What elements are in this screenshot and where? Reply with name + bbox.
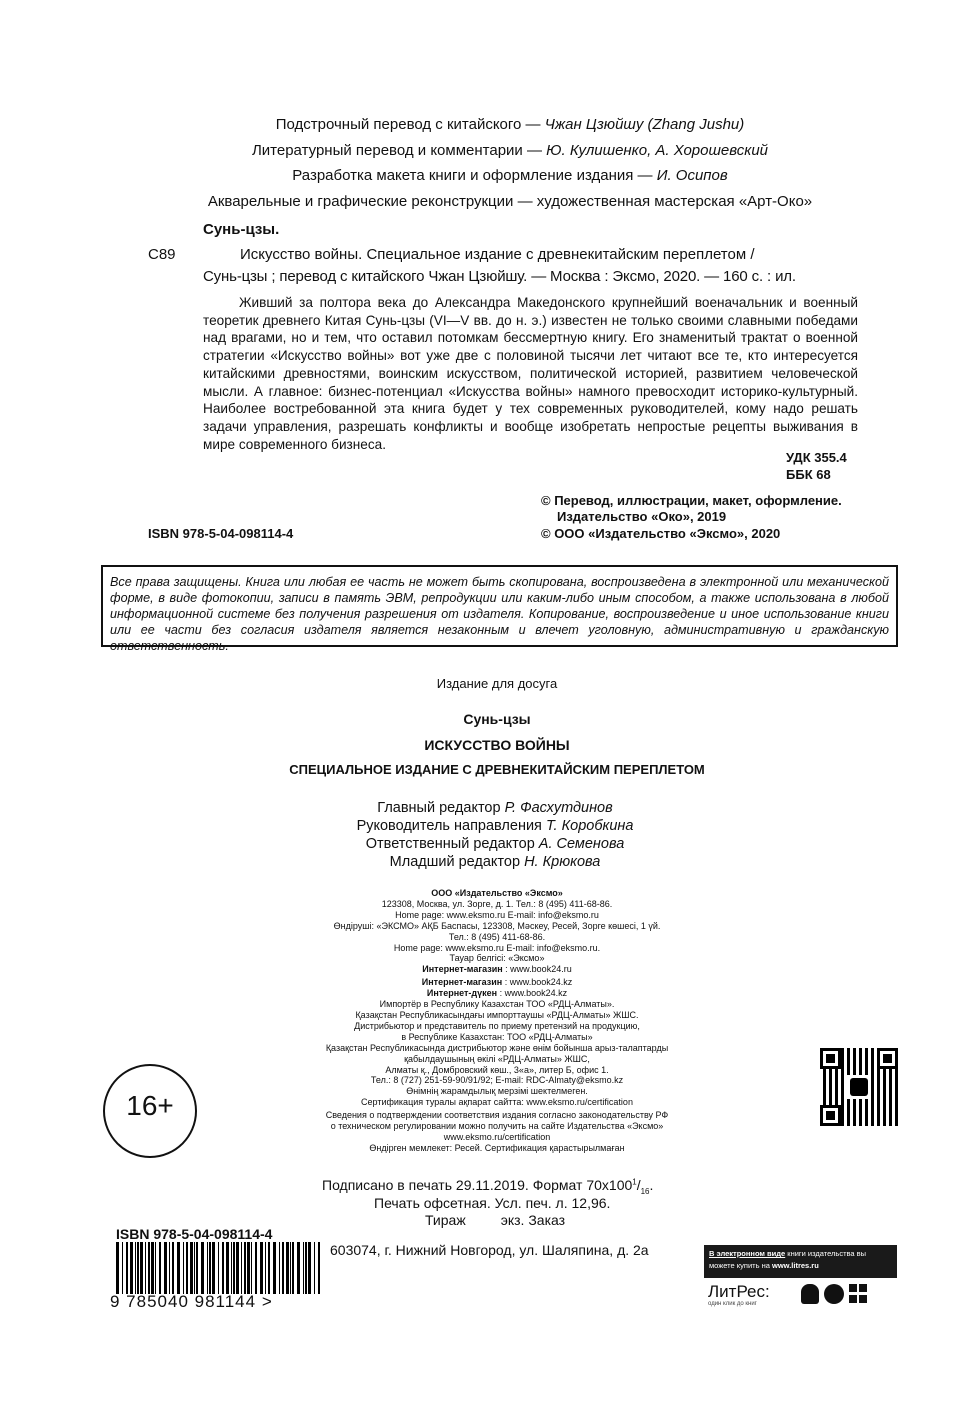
copyright-2: Издательство «Око», 2019 bbox=[557, 509, 727, 524]
publisher-line: Қазақстан Республикасындағы импорттаушы «РДЦ-Алматы» ЖШС. bbox=[355, 1009, 639, 1020]
udk: УДК 355.4 bbox=[786, 450, 847, 465]
author-heading: Сунь-цзы. bbox=[203, 221, 280, 238]
biblio-line-1: Искусство войны. Специальное издание с древнекитайским переплетом / bbox=[240, 246, 755, 263]
publisher-line: Home page: www.eksmo.ru E-mail: info@eksmo.ru. bbox=[393, 942, 601, 953]
publisher-line: Тел.: 8 (495) 411-68-86. bbox=[448, 931, 546, 942]
publisher-line: Сертификация туралы ақпарат сайтта: www.eksmo.ru/certification bbox=[361, 1097, 633, 1108]
print-info-3: Тираж экз. Заказ bbox=[425, 1212, 566, 1228]
credit-line: Подстрочный перевод с китайского — Чжан Цзюйшу (Zhang Jushu) bbox=[275, 116, 745, 133]
windows-icon bbox=[849, 1284, 867, 1304]
publisher-line: Импортёр в Республику Казахстан ТОО «РДЦ-Алматы». bbox=[379, 999, 615, 1010]
editor-line: Ответственный редактор А. Семенова bbox=[365, 836, 625, 852]
publisher-line: Дистрибьютор и представитель по приему претензий на продукцию, bbox=[354, 1020, 640, 1031]
editor-line: Младший редактор Н. Крюкова bbox=[389, 854, 601, 870]
publisher-line: www.eksmo.ru/certification bbox=[443, 1131, 551, 1142]
litres-banner: В электронном виде книги издательства вы можете купить на www.litres.ru bbox=[704, 1245, 897, 1278]
publisher-info bbox=[297, 888, 697, 1154]
credit-line: Литературный перевод и комментарии — Ю. Кулишенко, А. Хорошевский bbox=[251, 141, 769, 159]
publisher-line: Интернет-магазин : www.book24.kz bbox=[421, 977, 573, 988]
library-code: С89 bbox=[148, 246, 176, 263]
litres-slogan: один клик до книг bbox=[708, 1301, 757, 1307]
publisher-line: Алматы қ., Домбровский көш., 3«а», литер Б, офис 1. bbox=[385, 1064, 609, 1075]
publisher-line: о техническом регулировании можно получить на сайте Издательства «Эксмо» bbox=[330, 1121, 664, 1132]
annotation: Живший за полтора века до Александра Македонского крупнейший военачальник и военный теоретик древнего Китая Сунь-цзы (VI—V вв. до н. э.) известен не только своими славными победами над врагами, но и тем, что оставил потомкам бессмертную книгу. Его знаменитый трактат о военной стратегии «Искусство войны» вот уже две с половиной тысячи лет читают все те, кто интересуется китайскими древностями, воинским искусством, политической историей, развитием человеческой мысли. А главное: бизнес-потенциал «Искусства войны» намного превосходит историко-культурный. Наиболее востребованной эта книга будет у тех современных руководителей, кому надо решать задачи управления, разрешать конфликты и вообще изобретать непростые рецепты выживания в мире современного бизнеса. bbox=[203, 295, 858, 452]
publisher-line: Қазақстан Республикасында дистрибьютор және өнім бойынша арыз-талаптарды bbox=[325, 1042, 669, 1053]
bbk: ББК 68 bbox=[786, 467, 831, 482]
publisher-line: Интернет-магазин : www.book24.ru bbox=[422, 964, 572, 975]
copyright-1: © Перевод, иллюстрации, макет, оформление. bbox=[541, 493, 842, 508]
isbn: ISBN 978-5-04-098114-4 bbox=[148, 526, 294, 541]
print-info-1: Подписано в печать 29.11.2019. Формат $70x100^1/_{16}$. bbox=[322, 1177, 654, 1196]
edition-type: Издание для досуга bbox=[436, 676, 558, 691]
printer-address: 603074, г. Нижний Новгород, ул. Шаляпина, д. 2а bbox=[330, 1242, 649, 1258]
publisher-line: қабылдаушының өкілі «РДЦ-Алматы» ЖШС, bbox=[404, 1053, 590, 1064]
publisher-line: ООО «Издательство «Эксмо» bbox=[431, 888, 563, 898]
barcode-isbn: ISBN 978-5-04-098114-4 bbox=[116, 1226, 273, 1242]
publisher-line: Home page: www.eksmo.ru E-mail: info@eksmo.ru bbox=[395, 909, 599, 920]
editor-line: Главный редактор Р. Фасхутдинов bbox=[377, 800, 613, 816]
barcode bbox=[116, 1242, 321, 1299]
publisher-line: Өндіруші: «ЭКСМО» АҚБ Баспасы, 123308, Мәскеу, Ресей, Зорге көшесі, 1 үй. bbox=[333, 920, 661, 931]
book-title: ИСКУССТВО ВОЙНЫ bbox=[424, 737, 570, 753]
age-rating: 16+ bbox=[126, 1090, 174, 1121]
book-subtitle: СПЕЦИАЛЬНОЕ ИЗДАНИЕ С ДРЕВНЕКИТАЙСКИМ ПЕРЕПЛЕТОМ bbox=[289, 762, 705, 777]
print-info-2: Печать офсетная. Усл. печ. л. 12,96. bbox=[374, 1195, 611, 1211]
book-author: Сунь-цзы bbox=[463, 711, 531, 727]
publisher-line: Тауар белгісі: «Эксмо» bbox=[449, 953, 545, 964]
credit-line: Разработка макета книги и оформление издания — И. Осипов bbox=[292, 167, 728, 184]
publisher-line: в Республике Казахстан: ТОО «РДЦ-Алматы» bbox=[401, 1031, 593, 1042]
barcode-digits: 9 785040 981144 > bbox=[110, 1292, 273, 1311]
publisher-line: Өнімнің жарамдылық мерзімі шектелмеген. bbox=[406, 1086, 588, 1097]
publisher-line: 123308, Москва, ул. Зорге, д. 1. Тел.: 8 (495) 411-68-86. bbox=[381, 898, 613, 909]
publisher-line: Сведения о подтверждении соответствия издания согласно законодательству РФ bbox=[325, 1110, 669, 1121]
publisher-line: Интернет-дүкен : www.book24.kz bbox=[426, 988, 568, 999]
rights-notice: Все права защищены. Книга или любая ее часть не может быть скопирована, воспроизведена в электронной или механической форме, в виде фотокопии, записи в память ЭВМ, репродукции или каким-либо иным способом, а также использована в любой информационной системе без получения разрешения от издателя. Копирование, воспроизведение и иное использование книги или ее части без согласия издателя является незаконным и влечет уголовную, административную и гражданскую ответственность. bbox=[101, 565, 898, 647]
credit-line: Акварельные и графические реконструкции — художественная мастерская «Арт-Око» bbox=[207, 192, 813, 210]
publisher-line: Тел.: 8 (727) 251-59-90/91/92; E-mail: RDC-Almaty@eksmo.kz bbox=[370, 1075, 624, 1086]
qr-code bbox=[820, 1048, 898, 1126]
editor-line: Руководитель направления Т. Коробкина bbox=[356, 818, 634, 834]
android-icon bbox=[801, 1284, 819, 1304]
publisher-line: Өндірген мемлекет: Ресей. Сертификация қарастырылмаған bbox=[369, 1142, 625, 1153]
windows-phone-icon bbox=[824, 1284, 844, 1304]
copyright-3: © ООО «Издательство «Эксмо», 2020 bbox=[541, 526, 781, 541]
litres-logo: ЛитРес: bbox=[708, 1282, 770, 1301]
biblio-line-2: Сунь-цзы ; перевод с китайского Чжан Цзюйшу. — Москва : Эксмо, 2020. — 160 с. : ил. bbox=[203, 268, 796, 285]
